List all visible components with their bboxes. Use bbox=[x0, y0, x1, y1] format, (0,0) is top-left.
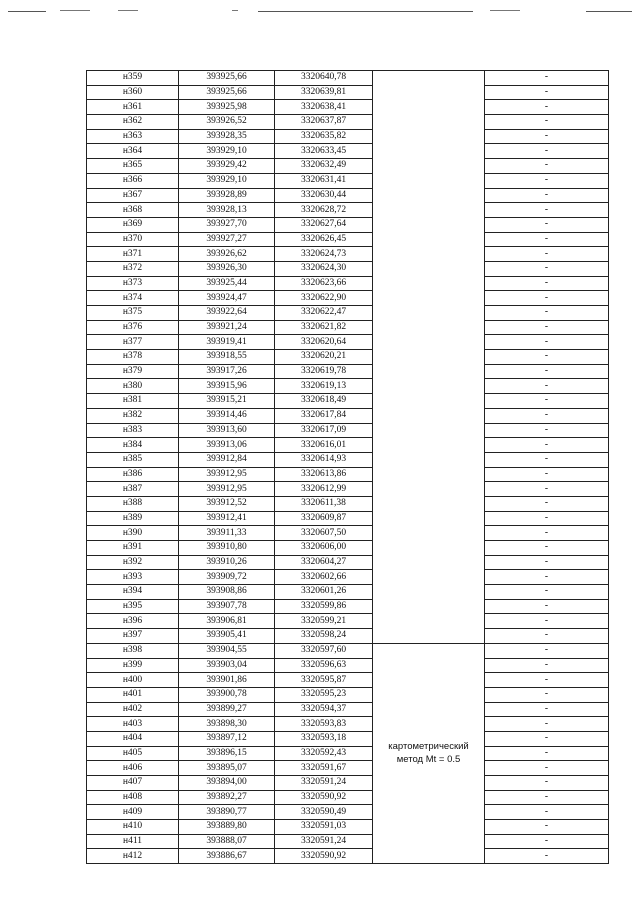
x-coordinate-cell: 393925,66 bbox=[179, 85, 275, 100]
y-coordinate-cell: 3320637,87 bbox=[275, 115, 373, 130]
table-row bbox=[87, 144, 609, 159]
x-coordinate-cell: 393926,52 bbox=[179, 115, 275, 130]
point-name-cell: н398 bbox=[87, 643, 179, 658]
scan-line-left bbox=[8, 11, 46, 12]
accuracy-cell: - bbox=[485, 261, 609, 276]
accuracy-cell: - bbox=[485, 438, 609, 453]
table-row bbox=[87, 408, 609, 423]
table-row bbox=[87, 731, 609, 746]
accuracy-cell: - bbox=[485, 849, 609, 864]
table-row bbox=[87, 570, 609, 585]
x-coordinate-cell: 393906,81 bbox=[179, 614, 275, 629]
accuracy-cell: - bbox=[485, 350, 609, 365]
x-coordinate-cell: 393889,80 bbox=[179, 820, 275, 835]
accuracy-cell: - bbox=[485, 555, 609, 570]
accuracy-cell: - bbox=[485, 834, 609, 849]
table-row bbox=[87, 320, 609, 335]
coordinates-table-body bbox=[87, 71, 609, 864]
table-row bbox=[87, 129, 609, 144]
x-coordinate-cell: 393929,10 bbox=[179, 173, 275, 188]
point-name-cell: н370 bbox=[87, 232, 179, 247]
x-coordinate-cell: 393910,26 bbox=[179, 555, 275, 570]
accuracy-cell: - bbox=[485, 335, 609, 350]
y-coordinate-cell: 3320596,63 bbox=[275, 658, 373, 673]
point-name-cell: н363 bbox=[87, 129, 179, 144]
table-row bbox=[87, 291, 609, 306]
point-name-cell: н400 bbox=[87, 673, 179, 688]
point-name-cell: н377 bbox=[87, 335, 179, 350]
table-row bbox=[87, 776, 609, 791]
y-coordinate-cell: 3320598,24 bbox=[275, 629, 373, 644]
point-name-cell: н362 bbox=[87, 115, 179, 130]
y-coordinate-cell: 3320599,21 bbox=[275, 614, 373, 629]
y-coordinate-cell: 3320591,03 bbox=[275, 820, 373, 835]
accuracy-cell: - bbox=[485, 585, 609, 600]
point-name-cell: н405 bbox=[87, 746, 179, 761]
accuracy-cell: - bbox=[485, 687, 609, 702]
x-coordinate-cell: 393928,89 bbox=[179, 188, 275, 203]
scan-dash-2 bbox=[118, 10, 138, 11]
x-coordinate-cell: 393925,66 bbox=[179, 71, 275, 86]
point-name-cell: н403 bbox=[87, 717, 179, 732]
y-coordinate-cell: 3320607,50 bbox=[275, 526, 373, 541]
x-coordinate-cell: 393892,27 bbox=[179, 790, 275, 805]
y-coordinate-cell: 3320623,66 bbox=[275, 276, 373, 291]
accuracy-cell: - bbox=[485, 746, 609, 761]
table-row bbox=[87, 159, 609, 174]
accuracy-cell: - bbox=[485, 820, 609, 835]
table-row bbox=[87, 820, 609, 835]
y-coordinate-cell: 3320593,83 bbox=[275, 717, 373, 732]
y-coordinate-cell: 3320602,66 bbox=[275, 570, 373, 585]
table-row bbox=[87, 467, 609, 482]
table-row bbox=[87, 85, 609, 100]
x-coordinate-cell: 393888,07 bbox=[179, 834, 275, 849]
x-coordinate-cell: 393890,77 bbox=[179, 805, 275, 820]
scan-line-right bbox=[586, 11, 632, 12]
accuracy-cell: - bbox=[485, 599, 609, 614]
table-row bbox=[87, 541, 609, 556]
y-coordinate-cell: 3320609,87 bbox=[275, 511, 373, 526]
y-coordinate-cell: 3320621,82 bbox=[275, 320, 373, 335]
x-coordinate-cell: 393925,44 bbox=[179, 276, 275, 291]
table-row bbox=[87, 555, 609, 570]
y-coordinate-cell: 3320594,37 bbox=[275, 702, 373, 717]
table-row bbox=[87, 643, 609, 658]
table-row bbox=[87, 496, 609, 511]
accuracy-cell: - bbox=[485, 394, 609, 409]
method-cell bbox=[373, 643, 485, 863]
point-name-cell: н367 bbox=[87, 188, 179, 203]
coordinates-table bbox=[86, 70, 609, 864]
table-row bbox=[87, 173, 609, 188]
table-row bbox=[87, 482, 609, 497]
accuracy-cell: - bbox=[485, 570, 609, 585]
accuracy-cell: - bbox=[485, 217, 609, 232]
table-row bbox=[87, 761, 609, 776]
x-coordinate-cell: 393899,27 bbox=[179, 702, 275, 717]
x-coordinate-cell: 393895,07 bbox=[179, 761, 275, 776]
accuracy-cell: - bbox=[485, 629, 609, 644]
point-name-cell: н392 bbox=[87, 555, 179, 570]
y-coordinate-cell: 3320593,18 bbox=[275, 731, 373, 746]
x-coordinate-cell: 393907,78 bbox=[179, 599, 275, 614]
y-coordinate-cell: 3320638,41 bbox=[275, 100, 373, 115]
y-coordinate-cell: 3320640,78 bbox=[275, 71, 373, 86]
point-name-cell: н399 bbox=[87, 658, 179, 673]
x-coordinate-cell: 393926,62 bbox=[179, 247, 275, 262]
table-row bbox=[87, 306, 609, 321]
point-name-cell: н388 bbox=[87, 496, 179, 511]
point-name-cell: н390 bbox=[87, 526, 179, 541]
y-coordinate-cell: 3320591,24 bbox=[275, 776, 373, 791]
point-name-cell: н372 bbox=[87, 261, 179, 276]
table-row bbox=[87, 232, 609, 247]
point-name-cell: н368 bbox=[87, 203, 179, 218]
y-coordinate-cell: 3320604,27 bbox=[275, 555, 373, 570]
table-row bbox=[87, 364, 609, 379]
y-coordinate-cell: 3320595,87 bbox=[275, 673, 373, 688]
accuracy-cell: - bbox=[485, 85, 609, 100]
accuracy-cell: - bbox=[485, 790, 609, 805]
x-coordinate-cell: 393912,52 bbox=[179, 496, 275, 511]
point-name-cell: н384 bbox=[87, 438, 179, 453]
method-accuracy-label: метод Mt = 0.5 bbox=[396, 754, 461, 766]
x-coordinate-cell: 393926,30 bbox=[179, 261, 275, 276]
y-coordinate-cell: 3320624,30 bbox=[275, 261, 373, 276]
x-coordinate-cell: 393927,70 bbox=[179, 217, 275, 232]
accuracy-cell: - bbox=[485, 702, 609, 717]
x-coordinate-cell: 393901,86 bbox=[179, 673, 275, 688]
table-row bbox=[87, 379, 609, 394]
point-name-cell: н412 bbox=[87, 849, 179, 864]
accuracy-cell: - bbox=[485, 115, 609, 130]
point-name-cell: н406 bbox=[87, 761, 179, 776]
point-name-cell: н365 bbox=[87, 159, 179, 174]
point-name-cell: н359 bbox=[87, 71, 179, 86]
table-row bbox=[87, 599, 609, 614]
x-coordinate-cell: 393886,67 bbox=[179, 849, 275, 864]
x-coordinate-cell: 393919,41 bbox=[179, 335, 275, 350]
point-name-cell: н407 bbox=[87, 776, 179, 791]
accuracy-cell: - bbox=[485, 717, 609, 732]
table-row bbox=[87, 658, 609, 673]
scan-line-middle bbox=[258, 11, 473, 12]
y-coordinate-cell: 3320597,60 bbox=[275, 643, 373, 658]
accuracy-cell: - bbox=[485, 761, 609, 776]
table-row bbox=[87, 629, 609, 644]
x-coordinate-cell: 393914,46 bbox=[179, 408, 275, 423]
accuracy-cell: - bbox=[485, 408, 609, 423]
point-name-cell: н385 bbox=[87, 452, 179, 467]
accuracy-cell: - bbox=[485, 658, 609, 673]
y-coordinate-cell: 3320635,82 bbox=[275, 129, 373, 144]
accuracy-cell: - bbox=[485, 320, 609, 335]
y-coordinate-cell: 3320590,92 bbox=[275, 849, 373, 864]
table-row bbox=[87, 526, 609, 541]
y-coordinate-cell: 3320595,23 bbox=[275, 687, 373, 702]
table-row bbox=[87, 452, 609, 467]
y-coordinate-cell: 3320614,93 bbox=[275, 452, 373, 467]
x-coordinate-cell: 393912,84 bbox=[179, 452, 275, 467]
table-row bbox=[87, 673, 609, 688]
table-row bbox=[87, 511, 609, 526]
y-coordinate-cell: 3320617,09 bbox=[275, 423, 373, 438]
table-row bbox=[87, 350, 609, 365]
table-row bbox=[87, 614, 609, 629]
y-coordinate-cell: 3320591,24 bbox=[275, 834, 373, 849]
y-coordinate-cell: 3320613,86 bbox=[275, 467, 373, 482]
point-name-cell: н397 bbox=[87, 629, 179, 644]
table-row bbox=[87, 115, 609, 130]
accuracy-cell: - bbox=[485, 100, 609, 115]
accuracy-cell: - bbox=[485, 482, 609, 497]
table-row bbox=[87, 261, 609, 276]
accuracy-cell: - bbox=[485, 291, 609, 306]
point-name-cell: н369 bbox=[87, 217, 179, 232]
method-label: картометрический bbox=[388, 741, 469, 753]
y-coordinate-cell: 3320619,78 bbox=[275, 364, 373, 379]
accuracy-cell: - bbox=[485, 452, 609, 467]
y-coordinate-cell: 3320617,84 bbox=[275, 408, 373, 423]
y-coordinate-cell: 3320633,45 bbox=[275, 144, 373, 159]
y-coordinate-cell: 3320626,45 bbox=[275, 232, 373, 247]
x-coordinate-cell: 393903,04 bbox=[179, 658, 275, 673]
x-coordinate-cell: 393928,35 bbox=[179, 129, 275, 144]
x-coordinate-cell: 393925,98 bbox=[179, 100, 275, 115]
accuracy-cell: - bbox=[485, 614, 609, 629]
table-row bbox=[87, 805, 609, 820]
point-name-cell: н364 bbox=[87, 144, 179, 159]
table-row bbox=[87, 203, 609, 218]
accuracy-cell: - bbox=[485, 673, 609, 688]
x-coordinate-cell: 393908,86 bbox=[179, 585, 275, 600]
point-name-cell: н402 bbox=[87, 702, 179, 717]
point-name-cell: н361 bbox=[87, 100, 179, 115]
x-coordinate-cell: 393929,42 bbox=[179, 159, 275, 174]
accuracy-cell: - bbox=[485, 188, 609, 203]
point-name-cell: н394 bbox=[87, 585, 179, 600]
point-name-cell: н391 bbox=[87, 541, 179, 556]
table-row bbox=[87, 746, 609, 761]
x-coordinate-cell: 393924,47 bbox=[179, 291, 275, 306]
point-name-cell: н366 bbox=[87, 173, 179, 188]
x-coordinate-cell: 393896,15 bbox=[179, 746, 275, 761]
accuracy-cell: - bbox=[485, 306, 609, 321]
accuracy-cell: - bbox=[485, 541, 609, 556]
point-name-cell: н379 bbox=[87, 364, 179, 379]
x-coordinate-cell: 393912,95 bbox=[179, 482, 275, 497]
point-name-cell: н404 bbox=[87, 731, 179, 746]
point-name-cell: н378 bbox=[87, 350, 179, 365]
x-coordinate-cell: 393915,21 bbox=[179, 394, 275, 409]
y-coordinate-cell: 3320627,64 bbox=[275, 217, 373, 232]
y-coordinate-cell: 3320612,99 bbox=[275, 482, 373, 497]
point-name-cell: н381 bbox=[87, 394, 179, 409]
accuracy-cell: - bbox=[485, 467, 609, 482]
point-name-cell: н374 bbox=[87, 291, 179, 306]
y-coordinate-cell: 3320622,90 bbox=[275, 291, 373, 306]
y-coordinate-cell: 3320618,49 bbox=[275, 394, 373, 409]
table-row bbox=[87, 717, 609, 732]
y-coordinate-cell: 3320616,01 bbox=[275, 438, 373, 453]
x-coordinate-cell: 393918,55 bbox=[179, 350, 275, 365]
accuracy-cell: - bbox=[485, 247, 609, 262]
table-row bbox=[87, 188, 609, 203]
point-name-cell: н409 bbox=[87, 805, 179, 820]
x-coordinate-cell: 393917,26 bbox=[179, 364, 275, 379]
y-coordinate-cell: 3320611,38 bbox=[275, 496, 373, 511]
table-row bbox=[87, 217, 609, 232]
x-coordinate-cell: 393910,80 bbox=[179, 541, 275, 556]
accuracy-cell: - bbox=[485, 805, 609, 820]
table-row bbox=[87, 585, 609, 600]
accuracy-cell: - bbox=[485, 496, 609, 511]
table-row bbox=[87, 423, 609, 438]
table-row bbox=[87, 790, 609, 805]
y-coordinate-cell: 3320631,41 bbox=[275, 173, 373, 188]
y-coordinate-cell: 3320590,92 bbox=[275, 790, 373, 805]
scan-dash-3 bbox=[232, 10, 238, 11]
scan-dash-4 bbox=[490, 10, 520, 11]
accuracy-cell: - bbox=[485, 511, 609, 526]
y-coordinate-cell: 3320590,49 bbox=[275, 805, 373, 820]
accuracy-cell: - bbox=[485, 144, 609, 159]
point-name-cell: н395 bbox=[87, 599, 179, 614]
x-coordinate-cell: 393904,55 bbox=[179, 643, 275, 658]
accuracy-cell: - bbox=[485, 526, 609, 541]
y-coordinate-cell: 3320599,86 bbox=[275, 599, 373, 614]
accuracy-cell: - bbox=[485, 159, 609, 174]
accuracy-cell: - bbox=[485, 232, 609, 247]
point-name-cell: н387 bbox=[87, 482, 179, 497]
accuracy-cell: - bbox=[485, 71, 609, 86]
x-coordinate-cell: 393913,06 bbox=[179, 438, 275, 453]
table-row bbox=[87, 438, 609, 453]
x-coordinate-cell: 393897,12 bbox=[179, 731, 275, 746]
x-coordinate-cell: 393912,95 bbox=[179, 467, 275, 482]
point-name-cell: н383 bbox=[87, 423, 179, 438]
accuracy-cell: - bbox=[485, 776, 609, 791]
accuracy-cell: - bbox=[485, 203, 609, 218]
point-name-cell: н373 bbox=[87, 276, 179, 291]
accuracy-cell: - bbox=[485, 129, 609, 144]
accuracy-cell: - bbox=[485, 379, 609, 394]
y-coordinate-cell: 3320606,00 bbox=[275, 541, 373, 556]
point-name-cell: н382 bbox=[87, 408, 179, 423]
point-name-cell: н360 bbox=[87, 85, 179, 100]
table-row bbox=[87, 71, 609, 86]
accuracy-cell: - bbox=[485, 173, 609, 188]
table-row bbox=[87, 276, 609, 291]
y-coordinate-cell: 3320619,13 bbox=[275, 379, 373, 394]
point-name-cell: н376 bbox=[87, 320, 179, 335]
x-coordinate-cell: 393911,33 bbox=[179, 526, 275, 541]
y-coordinate-cell: 3320592,43 bbox=[275, 746, 373, 761]
y-coordinate-cell: 3320620,21 bbox=[275, 350, 373, 365]
point-name-cell: н401 bbox=[87, 687, 179, 702]
accuracy-cell: - bbox=[485, 364, 609, 379]
x-coordinate-cell: 393905,41 bbox=[179, 629, 275, 644]
x-coordinate-cell: 393909,72 bbox=[179, 570, 275, 585]
x-coordinate-cell: 393898,30 bbox=[179, 717, 275, 732]
y-coordinate-cell: 3320632,49 bbox=[275, 159, 373, 174]
x-coordinate-cell: 393913,60 bbox=[179, 423, 275, 438]
x-coordinate-cell: 393922,64 bbox=[179, 306, 275, 321]
y-coordinate-cell: 3320601,26 bbox=[275, 585, 373, 600]
x-coordinate-cell: 393912,41 bbox=[179, 511, 275, 526]
table-row bbox=[87, 702, 609, 717]
y-coordinate-cell: 3320624,73 bbox=[275, 247, 373, 262]
method-cell-empty bbox=[373, 71, 485, 644]
point-name-cell: н389 bbox=[87, 511, 179, 526]
table-row bbox=[87, 834, 609, 849]
point-name-cell: н396 bbox=[87, 614, 179, 629]
accuracy-cell: - bbox=[485, 643, 609, 658]
x-coordinate-cell: 393928,13 bbox=[179, 203, 275, 218]
point-name-cell: н408 bbox=[87, 790, 179, 805]
y-coordinate-cell: 3320628,72 bbox=[275, 203, 373, 218]
point-name-cell: н386 bbox=[87, 467, 179, 482]
y-coordinate-cell: 3320630,44 bbox=[275, 188, 373, 203]
y-coordinate-cell: 3320620,64 bbox=[275, 335, 373, 350]
x-coordinate-cell: 393927,27 bbox=[179, 232, 275, 247]
y-coordinate-cell: 3320639,81 bbox=[275, 85, 373, 100]
x-coordinate-cell: 393915,96 bbox=[179, 379, 275, 394]
table-row bbox=[87, 100, 609, 115]
x-coordinate-cell: 393921,24 bbox=[179, 320, 275, 335]
table-row bbox=[87, 335, 609, 350]
x-coordinate-cell: 393929,10 bbox=[179, 144, 275, 159]
point-name-cell: н410 bbox=[87, 820, 179, 835]
accuracy-cell: - bbox=[485, 731, 609, 746]
point-name-cell: н375 bbox=[87, 306, 179, 321]
accuracy-cell: - bbox=[485, 423, 609, 438]
y-coordinate-cell: 3320622,47 bbox=[275, 306, 373, 321]
scan-dash-1 bbox=[60, 10, 90, 11]
x-coordinate-cell: 393894,00 bbox=[179, 776, 275, 791]
table-row bbox=[87, 849, 609, 864]
y-coordinate-cell: 3320591,67 bbox=[275, 761, 373, 776]
point-name-cell: н380 bbox=[87, 379, 179, 394]
x-coordinate-cell: 393900,78 bbox=[179, 687, 275, 702]
point-name-cell: н411 bbox=[87, 834, 179, 849]
table-row bbox=[87, 687, 609, 702]
table-row bbox=[87, 247, 609, 262]
point-name-cell: н371 bbox=[87, 247, 179, 262]
table-row bbox=[87, 394, 609, 409]
accuracy-cell: - bbox=[485, 276, 609, 291]
point-name-cell: н393 bbox=[87, 570, 179, 585]
